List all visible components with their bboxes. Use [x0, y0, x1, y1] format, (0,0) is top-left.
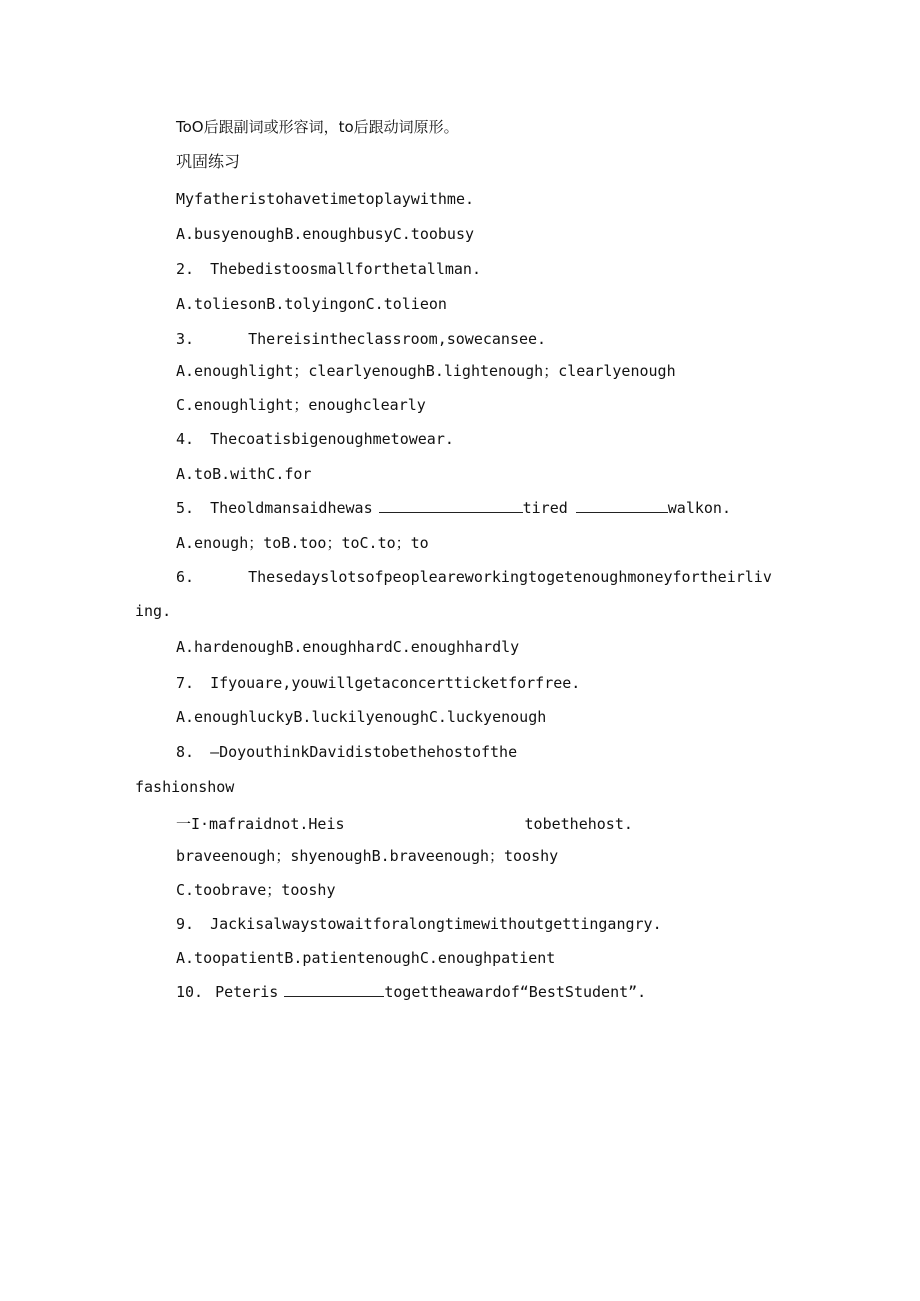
question-number: 4.: [176, 430, 195, 448]
question-stem-part: Theoldmansaidhewas: [210, 499, 373, 517]
answer-part: 一I·mafraidnot.Heis: [176, 815, 345, 833]
question-number: 7.: [176, 674, 195, 692]
question-2-options: A.toliesonB.tolyingonC.tolieon: [176, 295, 447, 313]
question-number: 8.: [176, 743, 195, 761]
question-7-options: A.enoughluckyB.luckilyenoughC.luckyenough: [176, 708, 547, 726]
question-4-options: A.toB.withC.for: [176, 465, 312, 483]
question-6-stem-cont: ing.: [135, 602, 172, 620]
question-stem: —DoyouthinkDavidistobethehostofthe: [210, 743, 518, 761]
question-stem-part: walkon.: [667, 499, 731, 517]
question-stem: Thecoatisbigenoughmetowear.: [210, 430, 454, 448]
question-7: [176, 673, 580, 693]
question-9-options: A.toopatientB.patientenoughC.enoughpatient: [176, 949, 556, 967]
question-8-stem-cont: fashionshow: [135, 778, 235, 796]
question-9: [176, 914, 662, 934]
question-stem: Jackisalwaystowaitforalongtimewithoutgettingangry.: [210, 915, 662, 933]
question-10: [176, 982, 646, 1002]
question-8: [176, 742, 517, 762]
question-number: 10.: [176, 983, 204, 1001]
answer-blank: [379, 498, 523, 513]
grammar-rule: ToO后跟副词或形容词，to后跟动词原形。: [176, 118, 459, 136]
answer-blank: [284, 982, 384, 997]
question-stem-part: Peteris: [215, 983, 279, 1001]
question-number: 9.: [176, 915, 195, 933]
question-1-options: A.busyenoughB.enoughbusyC.toobusy: [176, 225, 475, 243]
question-3: [176, 329, 546, 349]
question-stem: Thesedayslotsofpeopleareworkingtogetenoughmoneyfortheirliv: [248, 568, 772, 586]
question-stem-part: togettheawardof“BestStudent”.: [384, 983, 647, 1001]
question-8-answer: [176, 814, 633, 834]
question-number: 2.: [176, 260, 195, 278]
question-3-options: A.enoughlight；clearlyenoughB.lightenough；clearlyenough: [176, 362, 676, 380]
question-1-stem: Myfatheristohavetimetoplaywithme.: [176, 190, 475, 208]
question-stem-part: tired: [522, 499, 568, 517]
question-8-options: braveenough；shyenoughB.braveenough；tooshy: [176, 847, 559, 865]
question-2: [176, 259, 481, 279]
question-number: 3.: [176, 330, 195, 348]
question-stem: Thebedistoosmallforthetallman.: [210, 260, 481, 278]
answer-blank: [576, 498, 668, 513]
question-6-options: A.hardenoughB.enoughhardC.enoughhardly: [176, 638, 520, 656]
question-6: [176, 567, 772, 587]
question-stem: Ifyouare,youwillgetaconcertticketforfree.: [210, 674, 581, 692]
answer-part: tobethehost.: [524, 815, 633, 833]
question-number: 5.: [176, 499, 195, 517]
question-3-options-cont: C.enoughlight；enoughclearly: [176, 396, 426, 414]
question-5: [176, 498, 731, 518]
question-5-options: A.enough；toB.too；toC.to；to: [176, 534, 429, 552]
question-stem: Thereisintheclassroom,sowecansee.: [248, 330, 547, 348]
question-8-options-cont: C.toobrave；tooshy: [176, 881, 336, 899]
section-heading: 巩固练习: [176, 152, 241, 171]
question-4: [176, 429, 454, 449]
question-number: 6.: [176, 568, 195, 586]
